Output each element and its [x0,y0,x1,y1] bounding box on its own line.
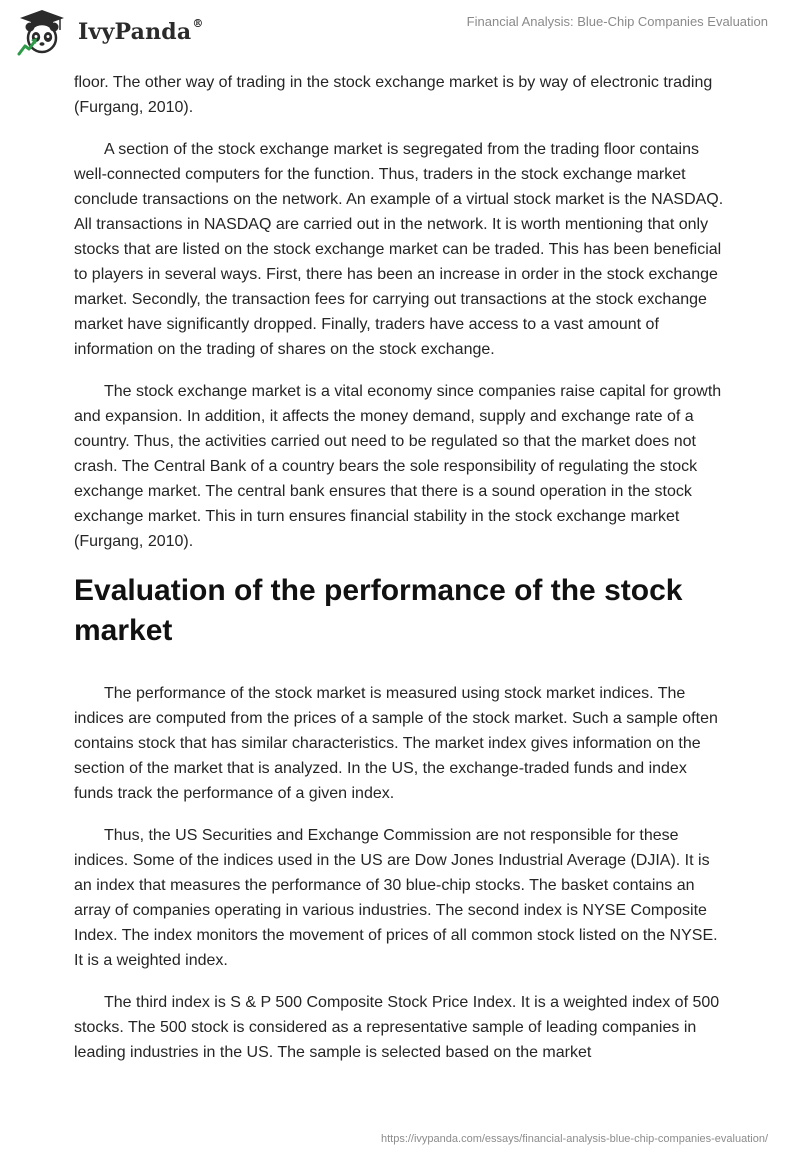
paragraph: The stock exchange market is a vital economy since companies raise capital for growth and expansion. In addition, it affects the money demand, supply and exchange rate of a country. Thus, the activities carried out need to be regulated so that the market does not crash. The Central Bank of a country bears the sole responsibility of regulating the stock exchange market. The central bank ensures that there is a sound operation in the stock exchange market. This in turn ensures financial stability in the stock exchange market (Furgang, 2010). [74,383,722,550]
paragraph: A section of the stock exchange market is segregated from the trading floor contains well-connected computers for the function. Thus, traders in the stock exchange market conclude transactions on the network. An example of a virtual stock market is the NASDAQ. All transactions in NASDAQ are carried out in the network. It is worth mentioning that only stocks that are listed on the stock exchange market can be traded. This has been beneficial to players in several ways. First, there has been an increase in order in the stock exchange market. Secondly, the transaction fees for carrying out transactions at the stock exchange market have significantly dropped. Finally, traders have access to a vast amount of information on the trading of shares on the stock exchange. [74,141,724,358]
registered-mark: ® [192,17,204,30]
panda-graduate-icon [16,8,68,56]
document-title: Financial Analysis: Blue-Chip Companies Evaluation [466,14,768,29]
section-heading: Evaluation of the performance of the stock market [74,574,683,647]
paragraph: The third index is S & P 500 Composite Stock Price Index. It is a weighted index of 500 stocks. The 500 stock is considered as a representative sample of leading companies in leading industries in the US. The sample is selected based on the market [74,994,720,1061]
paragraph-continued: floor. The other way of trading in the stock exchange market is by way of electronic trading (Furgang, 2010). [74,74,713,116]
logo-wordmark: IvyPanda® [78,17,204,45]
page-header [0,0,800,66]
source-url[interactable]: https://ivypanda.com/essays/financial-analysis-blue-chip-companies-evaluation/ [380,1133,768,1145]
ivypanda-logo[interactable] [16,8,204,56]
paragraph: Thus, the US Securities and Exchange Commission are not responsible for these indices. Some of the indices used in the US are Dow Jones Industrial Average (DJIA). It is an index that measures the performance of 30 blue-chip stocks. The basket contains an array of companies operating in various industries. The second index is NYSE Composite Index. The index monitors the movement of prices of all common stock listed on the NYSE. It is a weighted index. [74,827,718,969]
essay-body [74,70,726,1082]
paragraph: The performance of the stock market is measured using stock market indices. The indices are computed from the prices of a sample of the stock market. Such a sample often contains stock that has similar characteristics. The market index gives information on the section of the market that is analyzed. In the US, the exchange-traded funds and index funds track the performance of a given index. [74,685,718,802]
